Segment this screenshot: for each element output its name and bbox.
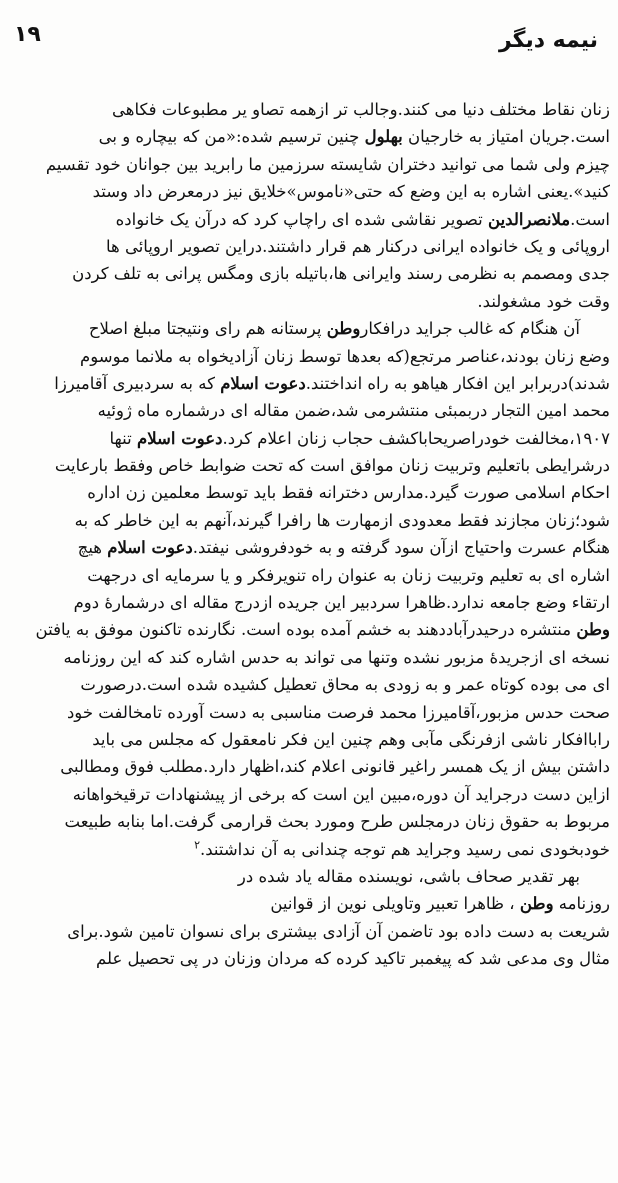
text-line-9: آن هنگام که غالب جراید درافکاروطن پرستانه هم رای ونتیجتا مبلغ اصلاح <box>88 319 580 339</box>
text-line-19: ارتقاء وضع جامعه ندارد.ظاهرا سردبیر این جریده ازدرج مقاله ای درشمارهٔ دوم <box>73 593 610 613</box>
text-line-28 <box>14 836 610 863</box>
text-line-1: زنان نقاط مختلف دنیا می کنند.وجالب تر ازهمه تصاو یر مطبوعات فکاهی <box>111 100 610 119</box>
running-title: نیمه دیگر <box>498 28 598 53</box>
text-line-30: روزنامه وطن ، ظاهرا تعبیر وتاویلی نوین از قوانین <box>270 894 610 914</box>
text-line-14: درشرایطی باتعلیم وتربیت زنان موافق است که تحت ضوابط خاص وفقط بارعایت <box>54 456 610 476</box>
body-text <box>14 96 610 973</box>
text-line-25: داشتن بیش از یک همسر راغیر قانونی اعلام کند،اظهار دارد.مطلب فوق ومطالبی <box>60 757 610 777</box>
page-number: ۱۹ <box>14 22 41 47</box>
text-line-29: بهر تقدیر صحاف باشی، نویسنده مقاله یاد شده در <box>237 866 580 886</box>
text-line-24: راباافکار ناشی ازفرنگی مآبی وهم چنین این فکر نامعقول که مجلس می باید <box>92 729 610 749</box>
text-line-17: هنگام عسرت واحتیاج ازآن سود گرفته و به خودفروشی نیفتد.دعوت اسلام هیچ <box>77 538 610 558</box>
text-line-23: صحت حدس مزبور،آقامیرزا محمد فرصت مناسبی به دست آورده تامخالفت خود <box>66 702 610 722</box>
text-line-7: جدی ومصمم به نظرمی رسند وایرانی ها،باتیله بازی ومگس پرانی به تلف کردن <box>72 264 610 284</box>
text-line-8: وقت خود مشغولند. <box>477 291 610 311</box>
text-line-20: وطن منتشره درحیدرآباددهند به خشم آمده بوده است. نگارنده تاکنون موفق به یافتن <box>35 620 610 640</box>
text-line-31: شریعت به دست داده بود تاضمن آن آزادی بیشتری برای نسوان تامین شود.برای <box>67 921 610 941</box>
text-line-32: مثال وی مدعی شد که پیغمبر تاکید کرده که مردان وزنان در پی تحصیل علم <box>96 949 610 969</box>
text-line-6: اروپائی و یک خانواده ایرانی درکنار هم قرار داشتند.دراین تصویر اروپائی ها <box>105 236 610 256</box>
text-line-2: است.جریان امتیاز به خارجیان بهلول چنین ترسیم شده:«من که بیچاره و بی <box>98 127 610 147</box>
text-line-3: چیزم ولی شما می توانید دختران شایسته سرزمین ما رابرید بین جوانان خود تقسیم <box>45 154 610 174</box>
text-line-22: ای می بوده کوتاه عمر و به زودی به محاق تعطیل کشیده شده است.درصورت <box>80 675 610 695</box>
text-line-12: محمد امین التجار دربمبئی منتشرمی شد،ضمن مقاله ای درشماره ماه ژوئیه <box>97 401 610 421</box>
text-line-5: است.ملانصرالدین تصویر نقاشی شده ای راچاپ کرد که درآن یک خانواده <box>115 209 610 229</box>
text-line-26: ازاین دست درجراید آن دوره،مبین این است که برخی از پیشنهادات ترقیخواهانه <box>72 784 610 804</box>
footnote-mark: ۲ <box>194 838 200 852</box>
text-line-16: شود؛زنان مجازند فقط معدودی ازمهارت ها رافرا گیرند،آنهم به این خاطر که به <box>74 510 610 530</box>
text-line-18: اشاره ای به تعلیم وتربیت زنان به عنوان راه تنویرفکر و یا سرمایه ای درجهت <box>87 565 610 585</box>
text-line-21: نسخه ای ازجریدهٔ مزبور نشده وتنها می تواند به حدس اشاره کند که این روزنامه <box>63 647 610 667</box>
text-line-15: احکام اسلامی صورت گیرد.مدارس دخترانه فقط باید توسط معلمین زن اداره <box>87 483 610 503</box>
text-line-4: کنید».یعنی اشاره به این وضع که حتی«ناموس»خلایق نیز درمعرض داد وستد <box>92 182 610 202</box>
text-line-11: شدند)دربرابر این افکار هیاهو به راه انداختند.دعوت اسلام که به سردبیری آقامیرزا <box>54 373 610 393</box>
text-line-13: ۱۹۰۷،مخالفت خودراصریحاباکشف حجاب زنان اعلام کرد.دعوت اسلام تنها <box>109 428 610 448</box>
text-line-27: مربوط به حقوق زنان درمجلس طرح ومورد بحث قرارمی گرفت.اما بنابه طبیعت <box>64 812 610 832</box>
text-line-28-content: خودبخودی نمی رسید وجراید هم توجه چندانی به آن نداشتند. <box>199 839 610 859</box>
text-line-10: وضع زنان بودند،عناصر مرتجع(که بعدها توسط زنان آزادیخواه به ملانما موسوم <box>80 346 610 366</box>
